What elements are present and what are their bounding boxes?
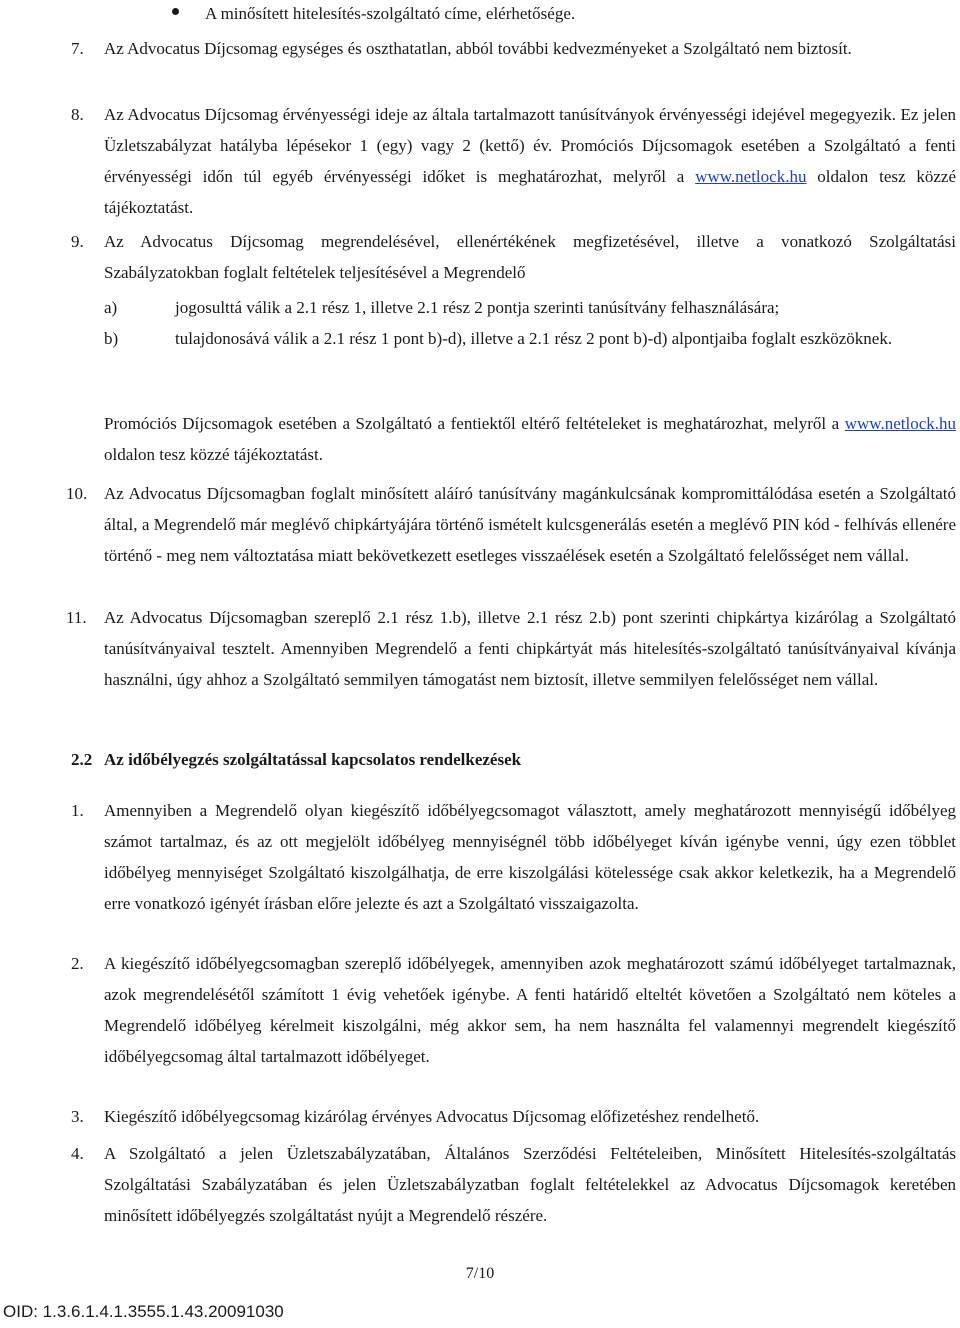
bullet-text: A minősített hitelesítés-szolgáltató címe, elérhetősége. xyxy=(205,4,576,23)
item-11-text: Az Advocatus Díjcsomagban szereplő 2.1 rész 1.b), illetve 2.1 rész 2.b) pont szerinti chipkártya kizárólag a Szolgáltató tanúsítványaival tesztelt. Amennyiben Megrendelő a fenti chipkártyát más hitelesítés-szolgáltató tanúsítványaival kívánja használni, úgy ahhoz a Szolgáltató semmilyen támogatást nem biztosít, illetve semmilyen felelősséget nem vállal. xyxy=(104,608,956,689)
item-9-sub-a-letter: a) xyxy=(104,298,118,317)
item-8-text-end: oldalon tesz közzé tájékoztatást. xyxy=(104,167,956,217)
s3-text: Kiegészítő időbélyegcsomag kizárólag érvényes Advocatus Díjcsomag előfizetéshez rendelhető. xyxy=(104,1107,760,1126)
s1-text: Amennyiben a Megrendelő olyan kiegészítő időbélyegcsomagot választott, amely meghatározott mennyiségű időbélyeg számot tartalmaz, és az ott megjelölt időbélyeg mennyiségnél több időbélyeget kíván igénybe venni, úgy ezen többlet időbélyeg mennyiséget Szolgáltató kiszolgálhatja, de erre kiszolgálási kötelessége csak akkor keletkezik, ha a Megrendelő erre vonatkozó igényét írásban előre jelezte és azt a Szolgáltató visszaigazolta. xyxy=(104,801,956,913)
item-9-sub-a-text: jogosulttá válik a 2.1 rész 1, illetve 2.1 rész 2 pontja szerinti tanúsítvány felhasználására; xyxy=(175,298,780,317)
page-number: 7/10 xyxy=(465,1265,495,1282)
s4-text: A Szolgáltató a jelen Üzletszabályzatában, Általános Szerződési Feltételeiben, Minősített Hitelesítés-szolgáltatás Szolgáltatási Szabályzatában és jelen Üzletszabályzatban foglalt feltételekkel az Advocatus Díjcsomagok keretében minősített időbélyegzés szolgáltatást nyújt a Megrendelő részére. xyxy=(104,1144,956,1225)
item-9-promo-text-end: oldalon tesz közzé tájékoztatást. xyxy=(104,445,324,464)
s4-number: 4. xyxy=(71,1144,84,1163)
item-8-text: Az Advocatus Díjcsomag érvényességi ideje az általa tartalmazott tanúsítványok érvényességi idejével megegyezik. Ez jelen Üzletszabályzat hatályba lépésekor 1 (egy) vagy 2 (kettő) év. Promóciós Díjcsomagok esetében a Szolgáltató a fenti érvényességi időn túl egyéb érvényességi időket is meghatározhat, melyről a xyxy=(104,105,956,186)
section-number: 2.2 xyxy=(71,750,93,769)
item-9-sub-b-letter: b) xyxy=(104,329,119,348)
item-9-sub-b-text: tulajdonosává válik a 2.1 rész 1 pont b)-d), illetve a 2.1 rész 2 pont b)-d) alpontjaiba foglalt eszközöknek. xyxy=(175,329,893,348)
item-10-text: Az Advocatus Díjcsomagban foglalt minősített aláíró tanúsítvány magánkulcsának kompromittálódása esetén a Szolgáltató által, a Megrendelő már meglévő chipkártyájára történő ismételt kulcsgenerálás esetén a meglévő PIN kód - felhívás ellenére történő - meg nem változtatása miatt bekövetkezett esetleges visszaélések esetén a Szolgáltató felelősséget nem vállal. xyxy=(104,484,956,565)
s3-number: 3. xyxy=(71,1107,84,1126)
bullet-item xyxy=(0,0,960,29)
netlock-link-2[interactable]: www.netlock.hu xyxy=(844,414,956,433)
bullet-dot-icon xyxy=(172,8,179,15)
item-9-promo-text: Promóciós Díjcsomagok esetében a Szolgáltató a fentiektől eltérő feltételeket is meghatározhat, melyről a xyxy=(104,414,845,433)
s1-number: 1. xyxy=(71,801,84,820)
item-11-number: 11. xyxy=(66,608,87,627)
item-9-promo-paragraph xyxy=(104,408,956,470)
s2-text: A kiegészítő időbélyegcsomagban szereplő időbélyegek, amennyiben azok meghatározott számú időbélyeget tartalmaznak, azok megrendelésétől számított 1 évig vehetőek igénybe. A fenti határidő elteltét követően a Szolgáltató nem köteles a Megrendelő időbélyeg kérelmeit kiszolgálni, még akkor sem, ha nem használta fel valamennyi megrendelt kiegészítő időbélyegcsomag által tartalmazott időbélyeget. xyxy=(104,954,956,1066)
item-8-number: 8. xyxy=(71,105,84,124)
netlock-link[interactable]: www.netlock.hu xyxy=(695,167,807,186)
item-9-text: Az Advocatus Díjcsomag megrendelésével, ellenértékének megfizetésével, illetve a vonatkozó Szolgáltatási Szabályzatokban foglalt feltételek teljesítésével a Megrendelő xyxy=(104,232,956,282)
item-7-number: 7. xyxy=(71,39,84,58)
item-8-paragraph xyxy=(104,99,956,223)
item-10-number: 10. xyxy=(66,484,88,503)
section-title: Az időbélyegzés szolgáltatással kapcsolatos rendelkezések xyxy=(104,750,522,769)
item-9-number: 9. xyxy=(71,232,84,251)
s2-number: 2. xyxy=(71,954,84,973)
item-7-text: Az Advocatus Díjcsomag egységes és oszthatatlan, abból további kedvezményeket a Szolgáltató nem biztosít. xyxy=(104,39,852,58)
document-oid: OID: 1.3.6.1.4.1.3555.1.43.20091030 xyxy=(3,1302,284,1321)
